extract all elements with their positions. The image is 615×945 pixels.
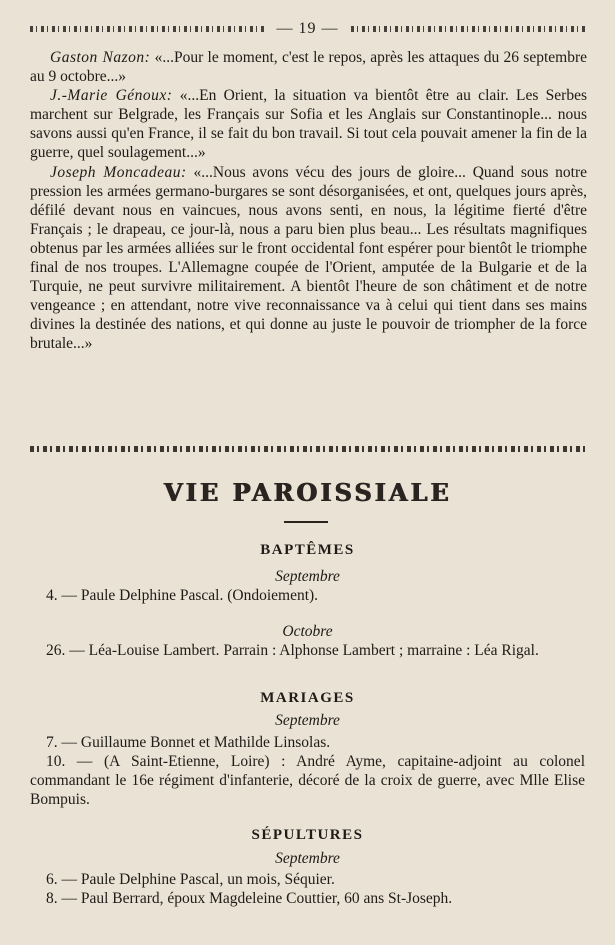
month-label: Octobre	[282, 623, 333, 640]
month-label: Septembre	[275, 712, 340, 729]
sepultures-section	[30, 826, 585, 908]
section-title: VIE PAROISSIALE	[163, 478, 452, 507]
title-rule	[284, 521, 328, 523]
letter-author: Joseph Moncadeau:	[50, 163, 187, 181]
register-entry: 7. — Guillaume Bonnet et Mathilde Linsolas.	[46, 734, 331, 751]
mariages-section	[30, 689, 585, 809]
letter-paragraph	[30, 86, 587, 162]
letter-text: «...En Orient, la situation va bientôt être au clair. Les Serbes marchent sur Belgrade, les Français sur Sofia et les Anglais sur Constantinople... nous savons aussi qu'en France, il se fait du bon travail. Si tout cela pouvait amener la fin de la guerre, quel soulagement...»	[30, 87, 588, 162]
section-heading: MARIAGES	[260, 690, 355, 706]
letter-text: «...Nous avons vécu des jours de gloire... Quand sous notre pression les armées germano-burgares se sont désorganisées, et ont, quelques jours après, défilé devant nous en vaincues, nous avons senti, en nous, la légitime fierté d'être Français ; le drapeau, ce jour-là, nous a paru bien plus beau... Les résultats magnifiques obtenus par les armées alliées sur le front occidental font espérer pour bientôt le triomphe final de nos troupes. L'Allemagne coupée de l'Orient, amputée de la Bulgarie et de la Turquie, ne peut survivre militairement. A bientôt l'heure de son châtiment et de notre vengeance ; en attendant, notre vive reconnaissance va à celui qui tient dans ses mains divines la destinée des nations, et qui donne au juste le pouvoir de triompher de la force brutale...»	[30, 163, 588, 353]
register-entry: 10. — (A Saint-Etienne, Loire) : André Ayme, capitaine-adjoint au colonel commandant le 16e régiment d'infanterie, décoré de la croix de guerre, avec Mlle Elise Bompuis.	[30, 753, 585, 808]
month-label: Septembre	[275, 850, 340, 867]
page-number: — 19 —	[276, 20, 339, 37]
ornament-separator	[30, 446, 585, 452]
register-entry: 26. — Léa-Louise Lambert. Parrain : Alphonse Lambert ; marraine : Léa Rigal.	[46, 642, 539, 659]
page-header	[30, 18, 585, 40]
register-entry: 6. — Paule Delphine Pascal, un mois, Séquier.	[46, 871, 335, 888]
month-label: Septembre	[275, 568, 340, 585]
letter-author: Gaston Nazon:	[50, 49, 151, 66]
ornament-left	[30, 26, 265, 32]
register-entry: 4. — Paule Delphine Pascal. (Ondoiement).	[46, 587, 319, 604]
ornament-right	[351, 26, 586, 32]
baptemes-section	[30, 541, 585, 660]
register-entry: 8. — Paul Berrard, époux Magdeleine Couttier, 60 ans St-Joseph.	[46, 890, 453, 907]
letter-paragraph	[30, 48, 587, 86]
letter-author: J.-Marie Génoux:	[50, 87, 173, 105]
section-heading: SÉPULTURES	[251, 827, 364, 843]
letter-paragraph	[30, 163, 587, 354]
letter-text: «...Pour le moment, c'est le repos, après les attaques du 26 septembre au 9 octobre...»	[30, 49, 588, 86]
section-heading: BAPTÊMES	[260, 542, 355, 558]
letters-excerpts	[30, 48, 587, 354]
